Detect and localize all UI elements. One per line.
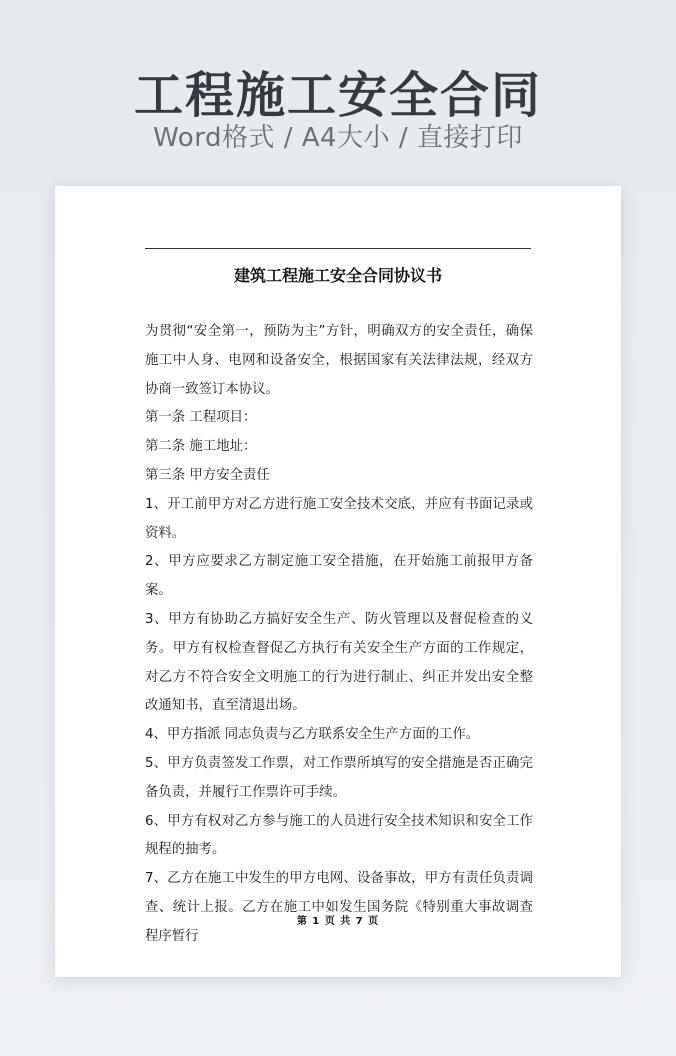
document-page bbox=[55, 186, 621, 977]
banner-title: 工程施工安全合同 bbox=[133, 67, 542, 124]
clause-3: 3、甲方有协助乙方搞好安全生产、防火管理以及督促检查的义务。甲方有权检查督促乙方执行有关安全生产方面的工作规定，对乙方不符合安全文明施工的行为进行制止、纠正并发出安全整改通知书，直至清退出场。 bbox=[145, 611, 533, 714]
clause-7: 7、乙方在施工中发生的甲方电网、设备事故，甲方有责任负责调查、统计上报。乙方在施工中如发生国务院《特别重大事故调查程序暂行 bbox=[145, 871, 533, 944]
article-3-heading: 第三条 甲方安全责任 bbox=[145, 467, 270, 483]
document-body bbox=[145, 318, 533, 952]
document-title: 建筑工程施工安全合同协议书 bbox=[233, 266, 442, 285]
article-2-address: 第二条 施工地址： bbox=[145, 439, 257, 455]
clause-5: 5、甲方负责签发工作票，对工作票所填写的安全措施是否正确完备负责，并履行工作票许可手续。 bbox=[145, 755, 533, 800]
clause-1: 1、开工前甲方对乙方进行施工安全技术交底，并应有书面记录或资料。 bbox=[145, 496, 533, 541]
page-number-footer: 第 1 页 共 7 页 bbox=[296, 916, 380, 927]
banner-subtitle: Word格式 / A4大小 / 直接打印 bbox=[153, 123, 523, 153]
header-rule bbox=[145, 248, 531, 249]
article-1-project: 第一条 工程项目： bbox=[145, 410, 257, 426]
clause-4: 4、甲方指派 同志负责与乙方联系安全生产方面的工作。 bbox=[145, 727, 480, 743]
clause-2: 2、甲方应要求乙方制定施工安全措施，在开始施工前报甲方备案。 bbox=[145, 554, 533, 599]
clause-6: 6、甲方有权对乙方参与施工的人员进行安全技术知识和安全工作规程的抽考。 bbox=[145, 813, 533, 858]
paragraph-intro: 为贯彻“安全第一，预防为主”方针，明确双方的安全责任，确保施工中人身、电网和设备安全，根据国家有关法律法规，经双方协商一致签订本协议。 bbox=[145, 324, 533, 397]
